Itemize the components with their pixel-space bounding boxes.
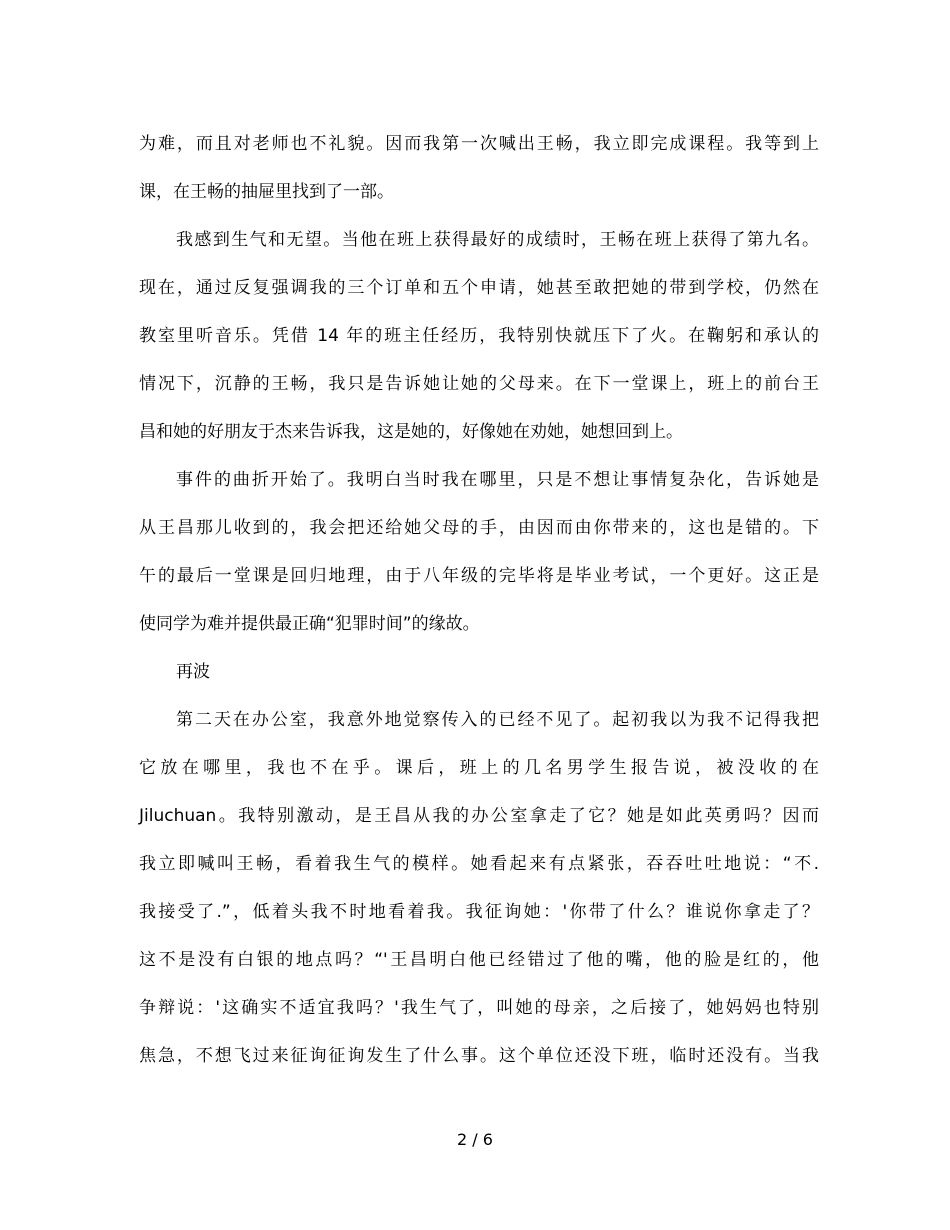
- page-number: 2 / 6: [457, 1130, 493, 1149]
- text-line: 从王昌那儿收到的，我会把还给她父母的手，由因而由你带来的，这也是错的。下: [139, 518, 819, 538]
- document-body: [139, 124, 819, 1084]
- paragraph-first-line: 事件的曲折开始了。我明白当时我在哪里，只是不想让事情复杂化，告诉她是: [176, 470, 819, 490]
- text-line: 使同学为难并提供最正确“犯罪时间”的缘故。: [139, 614, 480, 634]
- text-line: 焦急，不想飞过来征询征询发生了什么事。这个单位还没下班，临时还没有。当我: [139, 1046, 819, 1066]
- text-line: 争辩说：'这确实不适宜我吗？'我生气了，叫她的母亲，之后接了，她妈妈也特别: [139, 998, 819, 1018]
- paragraph-first-line: 第二天在办公室，我意外地觉察传入的已经不见了。起初我以为我不记得我把: [176, 710, 819, 730]
- text-line: 它放在哪里，我也不在乎。课后，班上的几名男学生报告说，被没收的在: [139, 758, 819, 778]
- text-line: 为难，而且对老师也不礼貌。因而我第一次喊出王畅，我立即完成课程。我等到上: [139, 134, 819, 154]
- text-line: 我接受了.”，低着头我不时地看着我。我征询她：'你带了什么？谁说你拿走了？: [139, 902, 819, 922]
- text-line: 教室里听音乐。凭借 14 年的班主任经历，我特别快就压下了火。在鞠躬和承认的: [139, 326, 819, 346]
- text-line: 午的最后一堂课是回归地理，由于八年级的完毕将是毕业考试，一个更好。这正是: [139, 566, 819, 586]
- text-line: 这不是没有白银的地点吗？“'王昌明白他已经错过了他的嘴，他的脸是红的，他: [139, 950, 819, 970]
- section-heading: 再波: [176, 662, 210, 682]
- text-line: 现在，通过反复强调我的三个订单和五个申请，她甚至敢把她的带到学校，仍然在: [139, 278, 819, 298]
- text-line: 课，在王畅的抽屉里找到了一部。: [139, 182, 394, 202]
- text-line: Jiluchuan。我特别激动，是王昌从我的办公室拿走了它？她是如此英勇吗？因而: [139, 806, 819, 826]
- text-line: 我立即喊叫王畅，看着我生气的模样。她看起来有点紧张，吞吞吐吐地说：“不.: [139, 854, 819, 874]
- text-line: 情况下，沉静的王畅，我只是告诉她让她的父母来。在下一堂课上，班上的前台王: [139, 374, 819, 394]
- text-line: 昌和她的好朋友于杰来告诉我，这是她的，好像她在劝她，她想回到上。: [139, 422, 683, 442]
- paragraph-first-line: 我感到生气和无望。当他在班上获得最好的成绩时，王畅在班上获得了第九名。: [176, 230, 819, 250]
